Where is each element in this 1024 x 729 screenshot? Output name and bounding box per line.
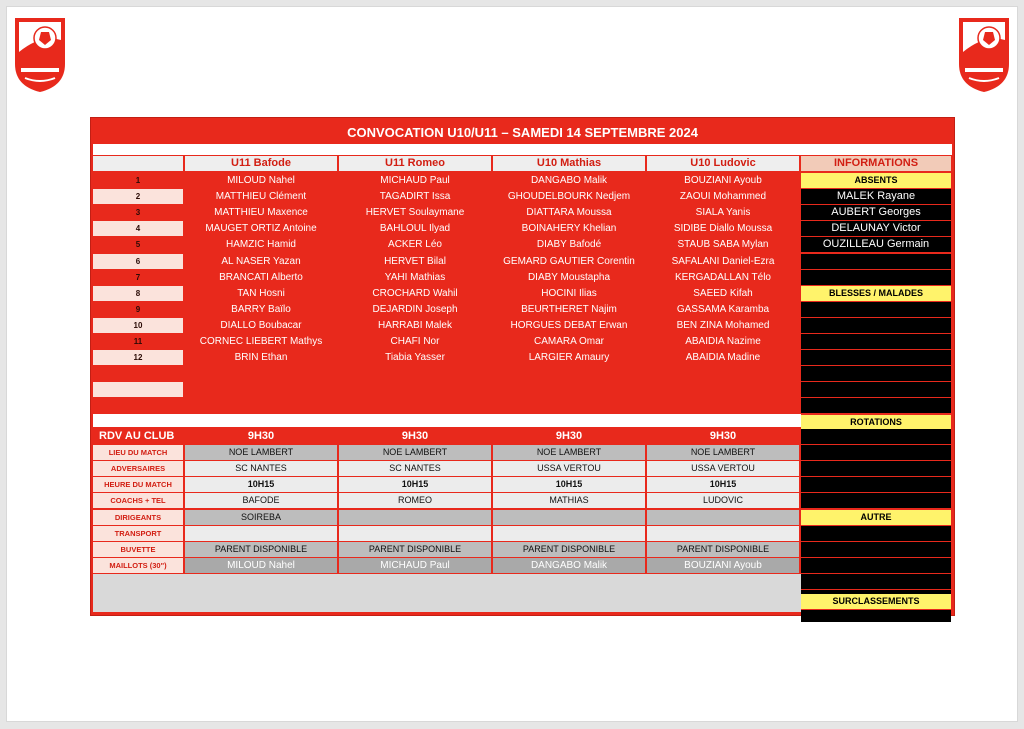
player-number: 8 bbox=[93, 286, 183, 301]
player-name: CORNEC LIEBERT Mathys bbox=[185, 334, 337, 349]
surclassements-label: SURCLASSEMENTS bbox=[801, 594, 951, 609]
player-name: DIABY Bafodé bbox=[493, 237, 645, 252]
team-header: U10 Ludovic bbox=[647, 156, 799, 171]
player-name: GHOUDELBOURK Nedjem bbox=[493, 189, 645, 204]
empty-player-cell bbox=[339, 398, 491, 413]
detail-value: 10H15 bbox=[647, 477, 799, 492]
convocation-sheet bbox=[90, 117, 955, 616]
empty-player-cell bbox=[493, 398, 645, 413]
detail-value: DANGABO Malik bbox=[493, 558, 645, 573]
separator-band bbox=[93, 144, 952, 155]
empty-player-cell bbox=[185, 366, 337, 381]
empty-player-cell bbox=[185, 398, 337, 413]
empty-player-cell bbox=[339, 382, 491, 397]
detail-value bbox=[185, 526, 337, 541]
player-name: HERVET Soulaymane bbox=[339, 205, 491, 220]
player-number: 1 bbox=[93, 173, 183, 188]
notes-area bbox=[93, 574, 801, 612]
empty-player-cell bbox=[647, 366, 799, 381]
detail-value: PARENT DISPONIBLE bbox=[493, 542, 645, 557]
player-name: DANGABO Malik bbox=[493, 173, 645, 188]
detail-value: ROMEO bbox=[339, 493, 491, 508]
detail-value bbox=[647, 510, 799, 525]
player-name: CAMARA Omar bbox=[493, 334, 645, 349]
detail-value: 10H15 bbox=[185, 477, 337, 492]
detail-value bbox=[493, 510, 645, 525]
info-cell bbox=[801, 382, 951, 397]
player-name: MAUGET ORTIZ Antoine bbox=[185, 221, 337, 236]
player-name: CROCHARD Wahil bbox=[339, 286, 491, 301]
player-name: STAUB SABA Mylan bbox=[647, 237, 799, 252]
player-name: Tiabia Yasser bbox=[339, 350, 491, 365]
info-cell bbox=[801, 270, 951, 285]
player-name: SIALA Yanis bbox=[647, 205, 799, 220]
absent-player: OUZILLEAU Germain bbox=[801, 237, 951, 252]
club-logo-right-icon bbox=[955, 12, 1013, 94]
player-name: MILOUD Nahel bbox=[185, 173, 337, 188]
player-name: DIABY Moustapha bbox=[493, 270, 645, 285]
detail-label: HEURE DU MATCH bbox=[93, 477, 183, 492]
player-number: 6 bbox=[93, 254, 183, 269]
player-name: HORGUES DEBAT Erwan bbox=[493, 318, 645, 333]
empty-player-cell bbox=[647, 398, 799, 413]
info-cell bbox=[801, 366, 951, 381]
player-name: ABAIDIA Nazime bbox=[647, 334, 799, 349]
info-cell bbox=[801, 445, 951, 460]
info-cell bbox=[801, 558, 951, 573]
detail-value bbox=[647, 526, 799, 541]
sheet-title: CONVOCATION U10/U11 – SAMEDI 14 SEPTEMBRE 2024 bbox=[347, 125, 698, 140]
info-cell bbox=[801, 574, 951, 589]
detail-value: PARENT DISPONIBLE bbox=[339, 542, 491, 557]
detail-label: MAILLOTS (30") bbox=[93, 558, 183, 573]
empty-player-cell bbox=[493, 366, 645, 381]
absent-player: DELAUNAY Victor bbox=[801, 221, 951, 236]
player-name: LARGIER Amaury bbox=[493, 350, 645, 365]
player-number: 2 bbox=[93, 189, 183, 204]
document-page bbox=[6, 6, 1018, 722]
detail-value: 10H15 bbox=[339, 477, 491, 492]
blesses-label: BLESSES / MALADES bbox=[801, 286, 951, 301]
player-name: BOINAHERY Khelian bbox=[493, 221, 645, 236]
detail-value: USSA VERTOU bbox=[647, 461, 799, 476]
player-name: BAHLOUL Ilyad bbox=[339, 221, 491, 236]
info-cell bbox=[801, 542, 951, 557]
detail-label: BUVETTE bbox=[93, 542, 183, 557]
info-cell bbox=[801, 493, 951, 508]
rdv-time: 9H30 bbox=[185, 429, 337, 444]
player-number: 9 bbox=[93, 302, 183, 317]
info-cell bbox=[801, 318, 951, 333]
player-number: 10 bbox=[93, 318, 183, 333]
player-name: BEN ZINA Mohamed bbox=[647, 318, 799, 333]
team-header: U11 Bafode bbox=[185, 156, 337, 171]
player-name: TAGADIRT Issa bbox=[339, 189, 491, 204]
absent-player: AUBERT Georges bbox=[801, 205, 951, 220]
player-name: DIATTARA Moussa bbox=[493, 205, 645, 220]
info-cell bbox=[801, 334, 951, 349]
informations-header: INFORMATIONS bbox=[801, 156, 951, 171]
detail-value bbox=[339, 526, 491, 541]
detail-value: NOE LAMBERT bbox=[647, 445, 799, 460]
empty-number-cell bbox=[93, 398, 183, 413]
player-name: HERVET Bilal bbox=[339, 254, 491, 269]
player-name: SAFALANI Daniel-Ezra bbox=[647, 254, 799, 269]
detail-value: SC NANTES bbox=[339, 461, 491, 476]
detail-value: MICHAUD Paul bbox=[339, 558, 491, 573]
player-name: CHAFI Nor bbox=[339, 334, 491, 349]
info-cell bbox=[801, 398, 951, 413]
separator-band bbox=[93, 414, 801, 427]
player-name: MATTHIEU Clément bbox=[185, 189, 337, 204]
info-cell bbox=[801, 461, 951, 476]
detail-value: PARENT DISPONIBLE bbox=[185, 542, 337, 557]
info-cell bbox=[801, 302, 951, 317]
header-corner bbox=[93, 156, 183, 171]
team-header: U11 Romeo bbox=[339, 156, 491, 171]
info-cell bbox=[801, 254, 951, 269]
detail-value bbox=[493, 526, 645, 541]
player-name: ZAOUI Mohammed bbox=[647, 189, 799, 204]
detail-value: PARENT DISPONIBLE bbox=[647, 542, 799, 557]
player-name: BEURTHERET Najim bbox=[493, 302, 645, 317]
player-name: BOUZIANI Ayoub bbox=[647, 173, 799, 188]
info-cell bbox=[801, 477, 951, 492]
player-name: SAEED Kifah bbox=[647, 286, 799, 301]
team-header: U10 Mathias bbox=[493, 156, 645, 171]
detail-value: 10H15 bbox=[493, 477, 645, 492]
detail-label: TRANSPORT bbox=[93, 526, 183, 541]
player-name: AL NASER Yazan bbox=[185, 254, 337, 269]
detail-value: LUDOVIC bbox=[647, 493, 799, 508]
player-name: MICHAUD Paul bbox=[339, 173, 491, 188]
detail-value: NOE LAMBERT bbox=[185, 445, 337, 460]
player-name: HARRABI Malek bbox=[339, 318, 491, 333]
autre-label: AUTRE bbox=[801, 510, 951, 525]
detail-label: COACHS + TEL bbox=[93, 493, 183, 508]
player-name: TAN Hosni bbox=[185, 286, 337, 301]
rdv-time: 9H30 bbox=[647, 429, 799, 444]
rotations-label: ROTATIONS bbox=[801, 415, 951, 430]
detail-label: ADVERSAIRES bbox=[93, 461, 183, 476]
detail-value: BOUZIANI Ayoub bbox=[647, 558, 799, 573]
player-name: KERGADALLAN Télo bbox=[647, 270, 799, 285]
detail-label: LIEU DU MATCH bbox=[93, 445, 183, 460]
empty-player-cell bbox=[647, 382, 799, 397]
player-name: DEJARDIN Joseph bbox=[339, 302, 491, 317]
empty-number-cell bbox=[93, 382, 183, 397]
player-name: GEMARD GAUTIER Corentin bbox=[493, 254, 645, 269]
player-number: 4 bbox=[93, 221, 183, 236]
empty-player-cell bbox=[339, 366, 491, 381]
detail-value: MILOUD Nahel bbox=[185, 558, 337, 573]
player-name: BARRY Baïlo bbox=[185, 302, 337, 317]
info-cell bbox=[801, 429, 951, 444]
rdv-time: 9H30 bbox=[339, 429, 491, 444]
player-name: GASSAMA Karamba bbox=[647, 302, 799, 317]
player-name: DIALLO Boubacar bbox=[185, 318, 337, 333]
player-name: HOCINI Ilias bbox=[493, 286, 645, 301]
player-name: BRANCATI Alberto bbox=[185, 270, 337, 285]
player-number: 11 bbox=[93, 334, 183, 349]
empty-player-cell bbox=[493, 382, 645, 397]
empty-number-cell bbox=[93, 366, 183, 381]
player-name: HAMZIC Hamid bbox=[185, 237, 337, 252]
club-logo-left-icon bbox=[11, 12, 69, 94]
detail-value: SC NANTES bbox=[185, 461, 337, 476]
empty-player-cell bbox=[185, 382, 337, 397]
player-name: ABAIDIA Madine bbox=[647, 350, 799, 365]
detail-value: SOIREBA bbox=[185, 510, 337, 525]
detail-value: MATHIAS bbox=[493, 493, 645, 508]
info-cell bbox=[801, 610, 951, 622]
detail-value: NOE LAMBERT bbox=[339, 445, 491, 460]
detail-value: BAFODE bbox=[185, 493, 337, 508]
detail-label: DIRIGEANTS bbox=[93, 510, 183, 525]
info-cell bbox=[801, 350, 951, 365]
detail-value bbox=[339, 510, 491, 525]
player-name: MATTHIEU Maxence bbox=[185, 205, 337, 220]
player-name: YAHI Mathias bbox=[339, 270, 491, 285]
info-cell bbox=[801, 526, 951, 541]
rdv-time: 9H30 bbox=[493, 429, 645, 444]
player-name: ACKER Léo bbox=[339, 237, 491, 252]
player-name: BRIN Ethan bbox=[185, 350, 337, 365]
detail-value: NOE LAMBERT bbox=[493, 445, 645, 460]
absents-label: ABSENTS bbox=[801, 173, 951, 188]
player-number: 3 bbox=[93, 205, 183, 220]
rdv-label: RDV AU CLUB bbox=[93, 429, 183, 444]
absent-player: MALEK Rayane bbox=[801, 189, 951, 204]
player-name: SIDIBE Diallo Moussa bbox=[647, 221, 799, 236]
player-number: 5 bbox=[93, 237, 183, 252]
detail-value: USSA VERTOU bbox=[493, 461, 645, 476]
player-number: 7 bbox=[93, 270, 183, 285]
player-number: 12 bbox=[93, 350, 183, 365]
